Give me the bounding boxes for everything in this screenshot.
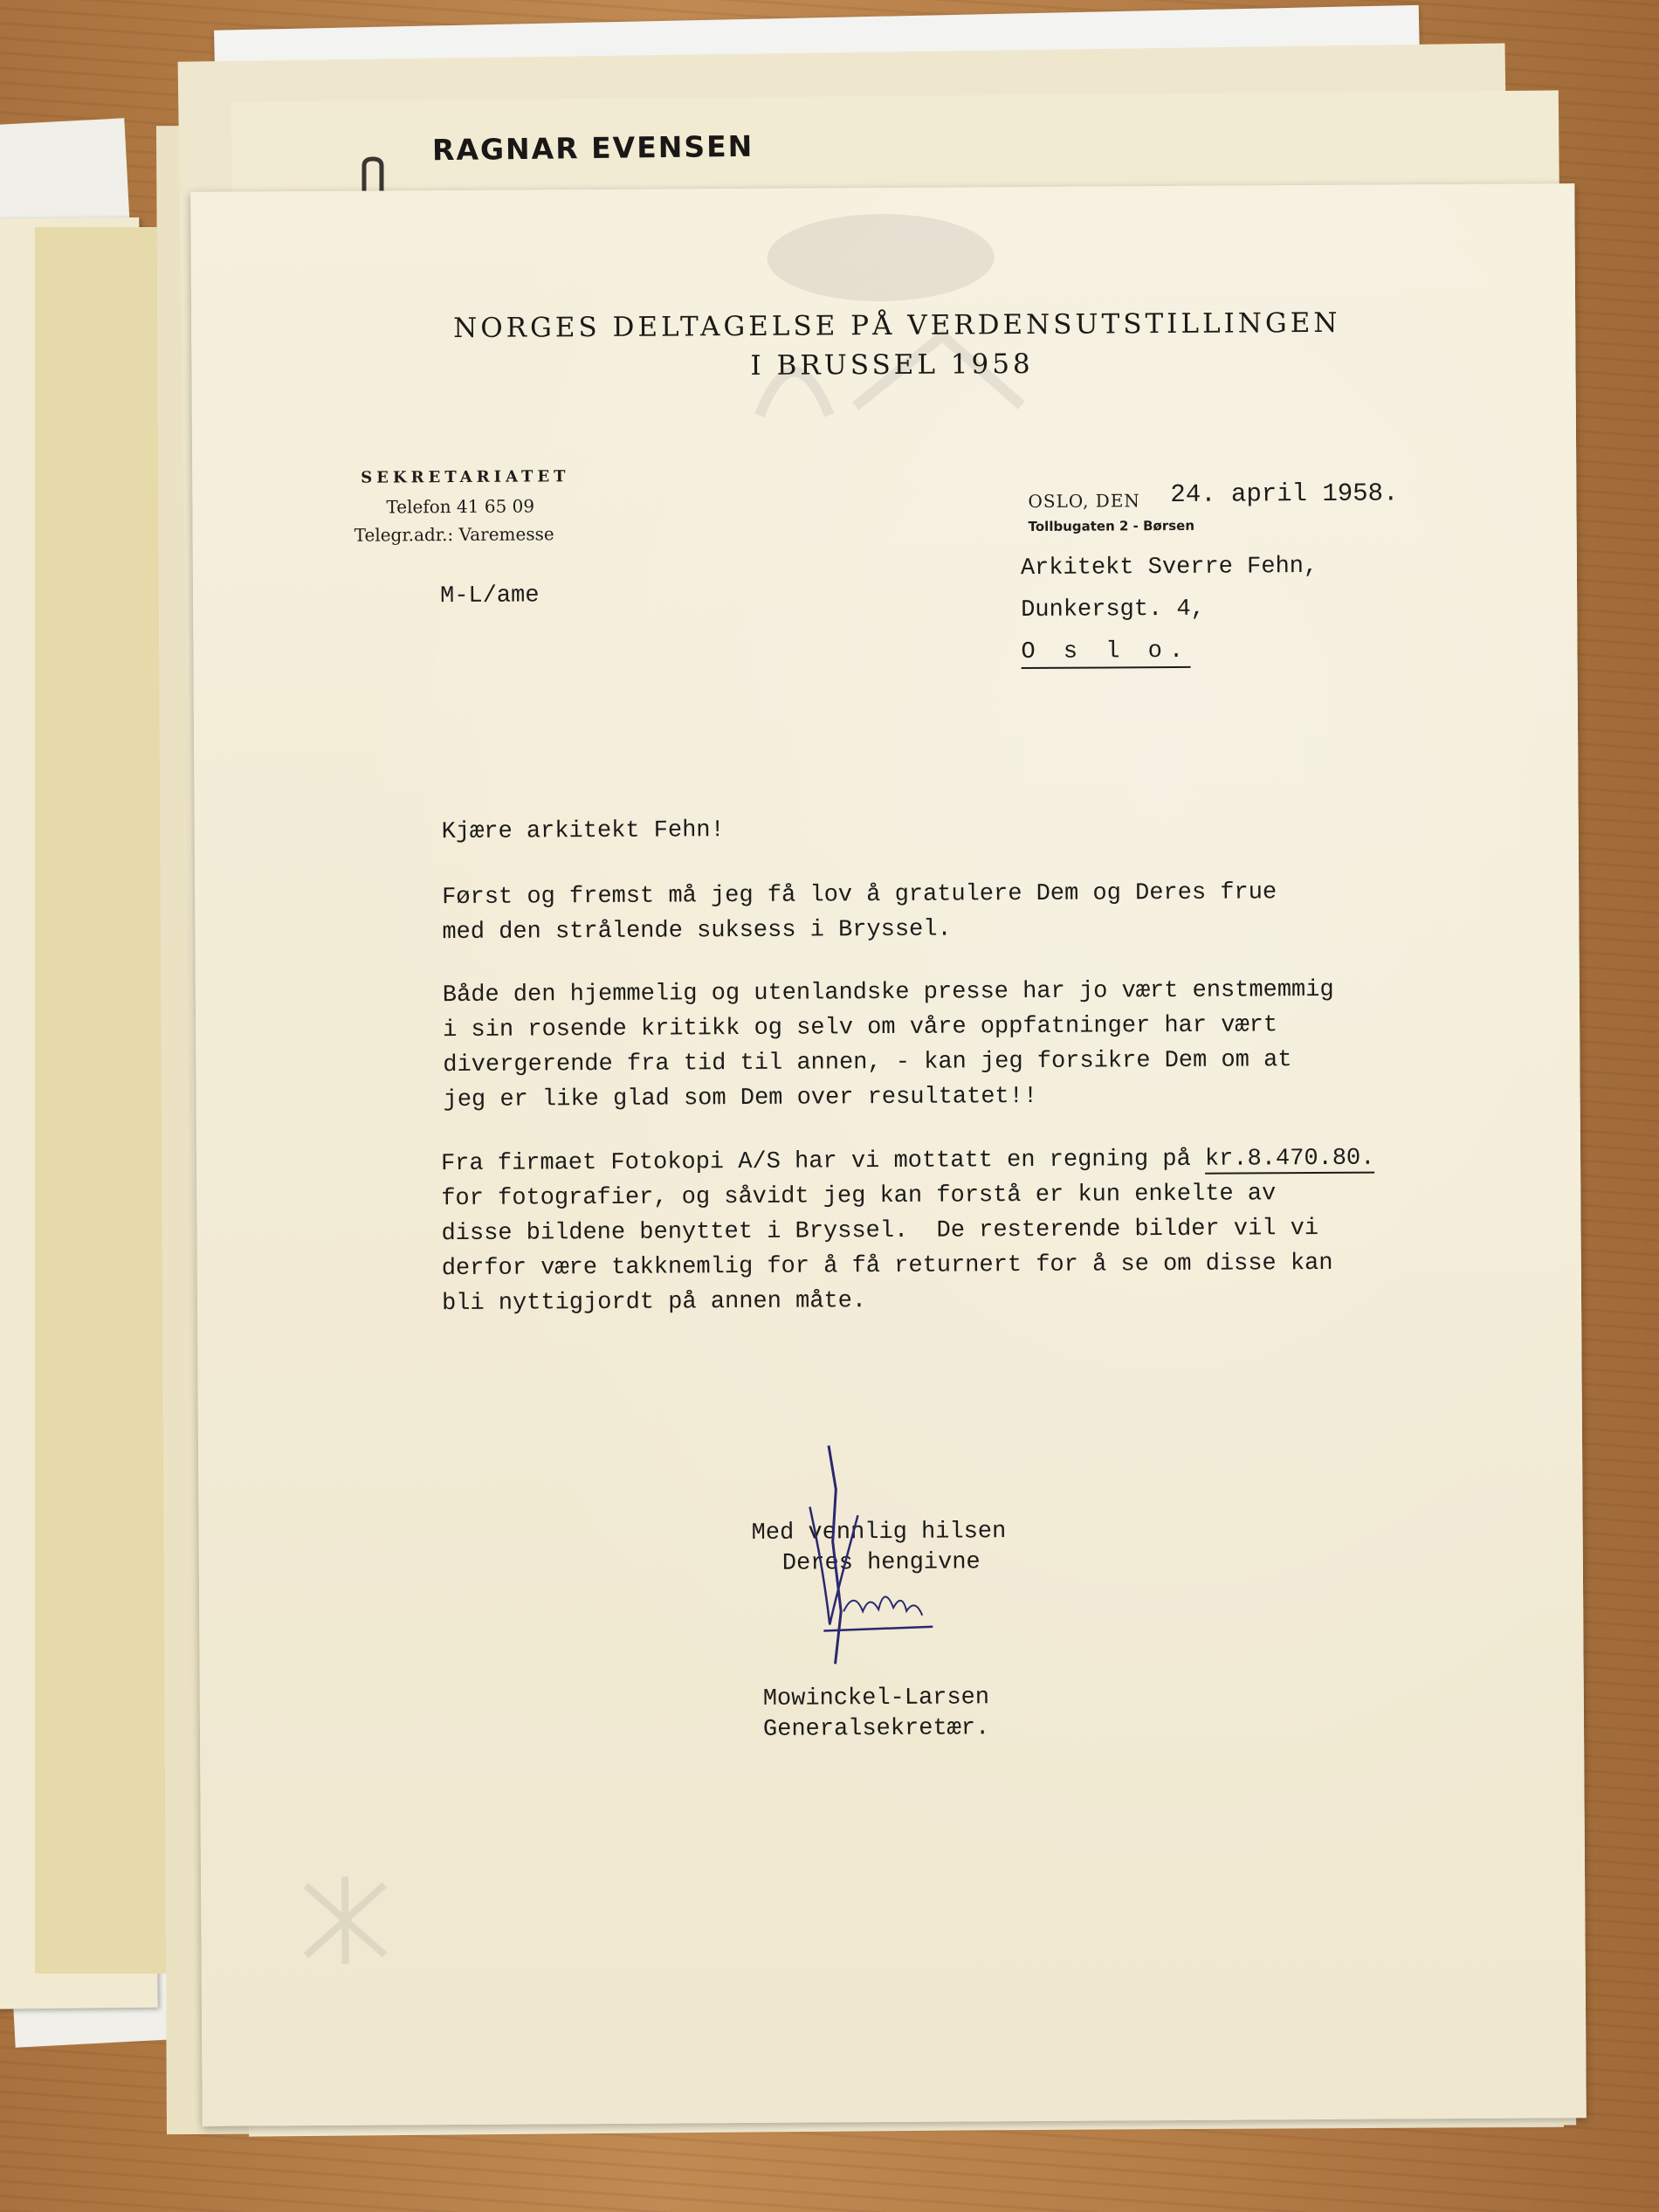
handwritten-signature <box>774 1437 951 1673</box>
recipient-line1: Arkitekt Sverre Fehn, <box>1020 553 1318 582</box>
letterhead-telegram: Telegr.adr.: Varemesse <box>354 523 554 546</box>
closing-line1: Med vennlig hilsen <box>751 1519 1007 1547</box>
paragraph1-line2: med den strålende suksess i Bryssel. <box>442 916 952 947</box>
paragraph2-line1: Både den hjemmelig og utenlandske presse har jo vært enstmemmig <box>442 976 1334 1010</box>
paragraph3-line4: derfor være takknemlig for å få returnert for å se om disse kan <box>441 1250 1333 1283</box>
paragraph1-line1: Først og fremst må jeg få lov å gratulere Dem og Deres frue <box>442 879 1277 912</box>
paragraph2-line3: divergerende fra tid til annen, - kan jeg forsikre Dem om at <box>443 1047 1292 1079</box>
salutation: Kjære arkitekt Fehn! <box>441 817 725 846</box>
letterhead-phone: Telefon 41 65 09 <box>386 495 535 518</box>
recipient-line3: O s l o. <box>1021 638 1190 669</box>
show-through-emblem-icon <box>288 1867 403 1973</box>
letterhead-title-line1: NORGES DELTAGELSE PÅ VERDENSUTSTILLINGEN <box>453 307 1341 345</box>
paragraph3-line5: bli nyttigjordt på annen måte. <box>441 1288 867 1318</box>
letterhead-title-line2: I BRUSSEL 1958 <box>750 348 1034 382</box>
underlying-sender-name: RAGNAR EVENSEN <box>431 128 754 168</box>
letter-page <box>190 183 1587 2126</box>
recipient-line2: Dunkersgt. 4, <box>1021 596 1205 624</box>
paragraph3-line2: for fotografier, og såvidt jeg kan forstå er kun enkelte av <box>441 1181 1277 1213</box>
letter-reference: M-L/ame <box>439 582 540 610</box>
paragraph3-line3: disse bildene benyttet i Bryssel. De resterende bilder vil vi <box>441 1215 1319 1248</box>
paragraph3-line1 <box>441 1146 1375 1178</box>
invoice-amount: kr.8.470.80. <box>1204 1145 1375 1173</box>
letterhead-department: SEKRETARIATET <box>361 467 570 487</box>
letterhead-street-address: Tollbugaten 2 - Børsen <box>1028 517 1195 535</box>
paragraph2-line2: i sin rosende kritikk og selv om våre oppfatninger har vært <box>443 1012 1278 1044</box>
background-folder-inner <box>35 227 166 1974</box>
letterhead-place-label: OSLO, DEN <box>1028 490 1140 513</box>
paragraph2-line4: jeg er like glad som Dem over resultatet!! <box>443 1083 1038 1114</box>
signer-title: Generalsekretær. <box>762 1715 990 1743</box>
signer-name: Mowinckel-Larsen <box>762 1685 990 1712</box>
letter-date: 24. april 1958. <box>1170 479 1399 510</box>
closing-line2: Deres hengivne <box>781 1549 981 1577</box>
paragraph3-line1-text: Fra firmaet Fotokopi A/S har vi mottatt en regning på <box>440 1146 1206 1178</box>
